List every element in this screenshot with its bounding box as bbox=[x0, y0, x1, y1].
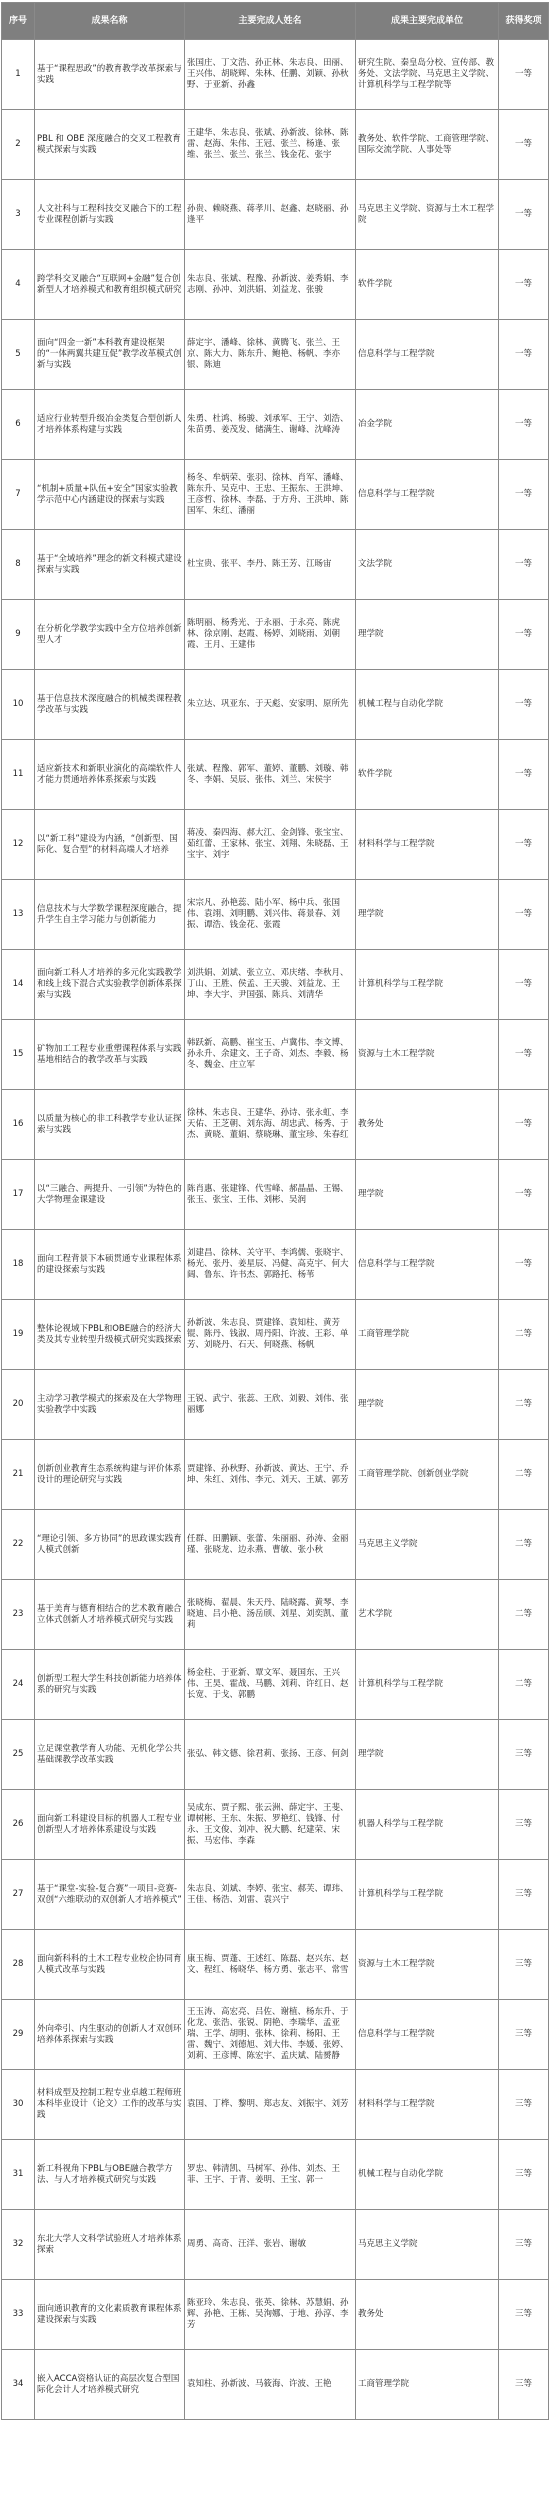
unit-cell: 马克思主义学院 bbox=[356, 2210, 499, 2280]
achievement-name-cell: 面向新工科人才培养的多元化实践教学和线上线下混合式实验教学创新体系探索与实践 bbox=[35, 950, 185, 1020]
table-row bbox=[2, 250, 549, 320]
award-cell: 二等 bbox=[499, 1650, 549, 1720]
achievement-name-cell: 外向牵引、内生驱动的创新人才双创环培养体系探索与实践 bbox=[35, 2000, 185, 2070]
contributors-cell: 杜宝贵、张平、李丹、陈王芳、江旸宙 bbox=[185, 530, 356, 600]
unit-cell: 材料科学与工程学院 bbox=[356, 810, 499, 880]
serial-cell: 1 bbox=[2, 40, 35, 110]
award-cell: 一等 bbox=[499, 40, 549, 110]
serial-cell: 28 bbox=[2, 1930, 35, 2000]
serial-cell: 24 bbox=[2, 1650, 35, 1720]
award-cell: 二等 bbox=[499, 1510, 549, 1580]
award-cell: 三等 bbox=[499, 1860, 549, 1930]
award-cell: 三等 bbox=[499, 2350, 549, 2420]
contributors-cell: 刘洪娟、刘斌、张立立、邓庆绪、李秋月、丁山、王胜、侯孟、王天骏、刘益龙、王坤、李大宇、尹国强、陈兵、刘清华 bbox=[185, 950, 356, 1020]
achievement-name-cell: “理论引领、多方协同”的思政课实践育人模式创新 bbox=[35, 1510, 185, 1580]
contributors-cell: 周勇、高奇、汪洋、张岩、谢敏 bbox=[185, 2210, 356, 2280]
award-cell: 一等 bbox=[499, 1020, 549, 1090]
contributors-cell: 蒋凌、秦四海、郝大江、金剑锋、张宝宝、茹红蕾、王家林、张宝、刘翔、朱晓磊、王宝宇、刘宇 bbox=[185, 810, 356, 880]
serial-cell: 20 bbox=[2, 1370, 35, 1440]
table-row bbox=[2, 2210, 549, 2280]
achievement-name-cell: 基于“全域培养”理念的新文科模式建设探索与实践 bbox=[35, 530, 185, 600]
table-row bbox=[2, 530, 549, 600]
achievement-name-cell: 基于信息技术深度融合的机械类课程教学改革与实践 bbox=[35, 670, 185, 740]
award-cell: 一等 bbox=[499, 320, 549, 390]
contributors-cell: 陈亚玲、朱志良、张英、徐林、苏慧娟、孙辉、孙艳、王栋、吴洵娜、于地、孙淳、李芳 bbox=[185, 2280, 356, 2350]
award-cell: 二等 bbox=[499, 1300, 549, 1370]
table-row bbox=[2, 1440, 549, 1510]
achievement-name-cell: 在分析化学教学实践中全方位培养创新型人才 bbox=[35, 600, 185, 670]
unit-cell: 理学院 bbox=[356, 880, 499, 950]
award-cell: 一等 bbox=[499, 530, 549, 600]
achievement-name-cell: 新工科视角下PBL与OBE融合教学方法、与人才培养模式研究与实践 bbox=[35, 2140, 185, 2210]
award-cell: 一等 bbox=[499, 1230, 549, 1300]
contributors-cell: 朱志良、刘斌、李婷、张宝、郝芙、谭玮、王佳、杨浩、刘雷、袁兴宁 bbox=[185, 1860, 356, 1930]
achievement-name-cell: 矿物加工工程专业重塑课程体系与实践基地相结合的教学改革与实践 bbox=[35, 1020, 185, 1090]
achievement-name-cell: PBL 和 OBE 深度融合的交叉工程教育模式探索与实践 bbox=[35, 110, 185, 180]
award-cell: 一等 bbox=[499, 950, 549, 1020]
achievement-name-cell: 适应行业转型升级冶金类复合型创新人才培养体系构建与实践 bbox=[35, 390, 185, 460]
unit-cell: 研究生院、秦皇岛分校、宣传部、教务处、文法学院、马克思主义学院、计算机科学与工程学院等 bbox=[356, 40, 499, 110]
unit-cell: 工商管理学院 bbox=[356, 2350, 499, 2420]
contributors-cell: 罗忠、韩清凯、马树军、孙伟、刘杰、王菲、王宇、于青、姜明、王宝、郭一 bbox=[185, 2140, 356, 2210]
table-row bbox=[2, 320, 549, 390]
unit-cell: 教务处、软件学院、工商管理学院、国际交流学院、人事处等 bbox=[356, 110, 499, 180]
achievement-name-cell: 以“新工科”建设为内涵，“创新型、国际化、复合型”的材料高端人才培养 bbox=[35, 810, 185, 880]
table-row bbox=[2, 1580, 549, 1650]
award-cell: 一等 bbox=[499, 180, 549, 250]
header-serial: 序号 bbox=[2, 3, 35, 40]
table-row bbox=[2, 950, 549, 1020]
unit-cell: 理学院 bbox=[356, 1370, 499, 1440]
table-row bbox=[2, 810, 549, 880]
award-cell: 三等 bbox=[499, 2070, 549, 2140]
award-cell: 一等 bbox=[499, 810, 549, 880]
award-cell: 一等 bbox=[499, 390, 549, 460]
serial-cell: 32 bbox=[2, 2210, 35, 2280]
serial-cell: 27 bbox=[2, 1860, 35, 1930]
unit-cell: 信息科学与工程学院 bbox=[356, 460, 499, 530]
table-row bbox=[2, 390, 549, 460]
unit-cell: 机器人科学与工程学院 bbox=[356, 1790, 499, 1860]
table-row bbox=[2, 1090, 549, 1160]
serial-cell: 17 bbox=[2, 1160, 35, 1230]
contributors-cell: 徐林、朱志良、王建华、孙诗、张永虹、李天佑、王芝朝、刘东海、胡忠武、杨秀、于杰、黄晓、董娟、蔡晓琳、董宝珍、朱春红 bbox=[185, 1090, 356, 1160]
table-row bbox=[2, 2140, 549, 2210]
achievement-name-cell: 创新型工程大学生科技创新能力培养体系的研究与实践 bbox=[35, 1650, 185, 1720]
contributors-cell: 韩跃新、高鹏、崔宝玉、卢冀伟、李文博、孙永升、余建文、王子奇、刘杰、李毅、杨冬、魏金、庄立军 bbox=[185, 1020, 356, 1090]
awards-table bbox=[1, 2, 549, 2420]
achievement-name-cell: 嵌入ACCA资格认证的高层次复合型国际化会计人才培养模式研究 bbox=[35, 2350, 185, 2420]
contributors-cell: 王玉涛、高宏亮、吕佐、谢植、杨东升、于化龙、张浩、张锐、阴艳、李瑞华、孟亚瑞、王学、胡明、张林、徐莉、杨阳、王雷、魏宁、刘德旭、刘大伟、李媛、张婷、刘莉、王彦博、陈宏宇、孟庆斌、陆赟静 bbox=[185, 2000, 356, 2070]
award-cell: 三等 bbox=[499, 1720, 549, 1790]
serial-cell: 5 bbox=[2, 320, 35, 390]
table-row bbox=[2, 1930, 549, 2000]
serial-cell: 3 bbox=[2, 180, 35, 250]
award-cell: 一等 bbox=[499, 1160, 549, 1230]
table-row bbox=[2, 460, 549, 530]
table-row bbox=[2, 2000, 549, 2070]
contributors-cell: 杨冬、牟炳荣、张羽、徐林、肖军、潘峰、陈东升、吴克中、王忠、王振东、王洪坤、王彦哲、徐林、李磊、于方舟、王洪坤、陈国军、朱红、潘丽 bbox=[185, 460, 356, 530]
achievement-name-cell: 主动学习教学模式的探索及在大学物理实验教学中实践 bbox=[35, 1370, 185, 1440]
unit-cell: 计算机科学与工程学院 bbox=[356, 950, 499, 1020]
award-cell: 二等 bbox=[499, 1580, 549, 1650]
achievement-name-cell: 跨学科交叉融合“互联网+金融”复合创新型人才培养模式和教育组织模式研究 bbox=[35, 250, 185, 320]
contributors-cell: 薛定宇、潘峰、徐林、黄腾飞、张兰、王京、陈大力、陈东升、鲍艳、杨帆、李亦银、陈迪 bbox=[185, 320, 356, 390]
table-row bbox=[2, 180, 549, 250]
unit-cell: 理学院 bbox=[356, 1720, 499, 1790]
contributors-cell: 朱立达、巩亚东、于天彪、安家明、原所先 bbox=[185, 670, 356, 740]
achievement-name-cell: 以质量为核心的非工科教学专业认证探索与实践 bbox=[35, 1090, 185, 1160]
unit-cell: 软件学院 bbox=[356, 740, 499, 810]
serial-cell: 8 bbox=[2, 530, 35, 600]
unit-cell: 冶金学院 bbox=[356, 390, 499, 460]
contributors-cell: 刘建昌、徐林、关守平、李鸿儒、张晓宇、杨光、张丹、姜星辰、冯健、高克宇、何大阔、鲁东、许书杰、郭路托、杨苇 bbox=[185, 1230, 356, 1300]
unit-cell: 马克思主义学院 bbox=[356, 1510, 499, 1580]
table-row bbox=[2, 1720, 549, 1790]
achievement-name-cell: 整体论视域下PBL和OBE融合的经济大类及其专业转型升级模式研究实践探索 bbox=[35, 1300, 185, 1370]
table-row bbox=[2, 1300, 549, 1370]
table-body bbox=[2, 40, 549, 2420]
achievement-name-cell: 东北大学人文科学试验班人才培养体系探索 bbox=[35, 2210, 185, 2280]
contributors-cell: 张晓梅、翟晨、朱天丹、陆晓露、黄琴、李晓迪、吕小艳、汤岳颀、刘星、刘奕凯、董莉 bbox=[185, 1580, 356, 1650]
unit-cell: 信息科学与工程学院 bbox=[356, 320, 499, 390]
unit-cell: 计算机科学与工程学院 bbox=[356, 1860, 499, 1930]
award-cell: 三等 bbox=[499, 2280, 549, 2350]
award-cell: 一等 bbox=[499, 250, 549, 320]
serial-cell: 7 bbox=[2, 460, 35, 530]
serial-cell: 23 bbox=[2, 1580, 35, 1650]
contributors-cell: 康玉梅、贾蓬、王述红、陈磊、赵兴东、赵文、程红、杨晓华、杨方勇、张志平、常雪 bbox=[185, 1930, 356, 2000]
unit-cell: 信息科学与工程学院 bbox=[356, 1230, 499, 1300]
unit-cell: 马克思主义学院、资源与土木工程学院 bbox=[356, 180, 499, 250]
award-cell: 三等 bbox=[499, 2000, 549, 2070]
serial-cell: 21 bbox=[2, 1440, 35, 1510]
award-cell: 三等 bbox=[499, 2140, 549, 2210]
achievement-name-cell: 面向“四金一新”本科教育建设框架的“一体两翼共建互促”教学改革模式创新与实践 bbox=[35, 320, 185, 390]
contributors-cell: 朱勇、杜鸿、杨骏、刘承军、王宁、刘浩、朱苗勇、姜茂发、储满生、谢峰、沈峰涛 bbox=[185, 390, 356, 460]
unit-cell: 理学院 bbox=[356, 600, 499, 670]
table-row bbox=[2, 1510, 549, 1580]
contributors-cell: 孙新波、朱志良、贾建锋、袁知柱、黄芳锟、陈丹、钱淑、周丹阳、许波、王彩、单芳、刘晓丹、石天、何晓燕、杨帆 bbox=[185, 1300, 356, 1370]
achievement-name-cell: 人文社科与工程科技交叉融合下的工程专业课程创新与实践 bbox=[35, 180, 185, 250]
unit-cell: 艺术学院 bbox=[356, 1580, 499, 1650]
contributors-cell: 杨金柱、于亚新、覃文军、聂国东、王兴伟、王昊、霍战、马鹏、刘莉、许红日、赵长宽、于戈、郭鹏 bbox=[185, 1650, 356, 1720]
table-row bbox=[2, 1650, 549, 1720]
unit-cell: 资源与土木工程学院 bbox=[356, 1020, 499, 1090]
table-row bbox=[2, 1370, 549, 1440]
table-row bbox=[2, 1020, 549, 1090]
table-row bbox=[2, 1160, 549, 1230]
award-cell: 一等 bbox=[499, 600, 549, 670]
serial-cell: 16 bbox=[2, 1090, 35, 1160]
serial-cell: 34 bbox=[2, 2350, 35, 2420]
serial-cell: 25 bbox=[2, 1720, 35, 1790]
contributors-cell: 王锐、武宁、张蕊、王欣、刘毅、刘伟、张丽娜 bbox=[185, 1370, 356, 1440]
table-row bbox=[2, 600, 549, 670]
table-row bbox=[2, 2350, 549, 2420]
unit-cell: 材料科学与工程学院 bbox=[356, 2070, 499, 2140]
award-cell: 一等 bbox=[499, 1090, 549, 1160]
unit-cell: 教务处 bbox=[356, 1090, 499, 1160]
contributors-cell: 任群、田鹏颖、张蕾、朱丽丽、孙涛、金丽瑾、张晓龙、边永燕、曹敏、张小秋 bbox=[185, 1510, 356, 1580]
achievement-name-cell: 基于“课程思政”的教育教学改革探索与实践 bbox=[35, 40, 185, 110]
achievement-name-cell: 以“三融合、两提升、一引领”为特色的大学物理金课建设 bbox=[35, 1160, 185, 1230]
achievement-name-cell: 面向新工科建设目标的机器人工程专业创新型人才培养体系建设与实践 bbox=[35, 1790, 185, 1860]
table-row bbox=[2, 880, 549, 950]
table-row bbox=[2, 1790, 549, 1860]
contributors-cell: 陈肖惠、张建锋、代雪峰、郝晶晶、王锡、张玉、张宝、王伟、刘彬、吴润 bbox=[185, 1160, 356, 1230]
award-cell: 一等 bbox=[499, 670, 549, 740]
table-row bbox=[2, 1860, 549, 1930]
achievement-name-cell: 适应新技术和新职业演化的高端软件人才能力贯通培养体系探索与实践 bbox=[35, 740, 185, 810]
award-cell: 一等 bbox=[499, 880, 549, 950]
achievement-name-cell: 立足课堂教学育人功能、无机化学公共基础课教学改革实践 bbox=[35, 1720, 185, 1790]
serial-cell: 18 bbox=[2, 1230, 35, 1300]
header-main-unit: 成果主要完成单位 bbox=[356, 3, 499, 40]
contributors-cell: 孙贵、赖晓燕、蒋孝川、赵鑫、赵晓丽、孙逢平 bbox=[185, 180, 356, 250]
unit-cell: 计算机科学与工程学院 bbox=[356, 1650, 499, 1720]
unit-cell: 机械工程与自动化学院 bbox=[356, 670, 499, 740]
serial-cell: 14 bbox=[2, 950, 35, 1020]
serial-cell: 31 bbox=[2, 2140, 35, 2210]
table-row bbox=[2, 2280, 549, 2350]
unit-cell: 资源与土木工程学院 bbox=[356, 1930, 499, 2000]
contributors-cell: 袁国、丁桦、黎明、郑志友、刘振宇、刘芳 bbox=[185, 2070, 356, 2140]
award-cell: 三等 bbox=[499, 1930, 549, 2000]
serial-cell: 11 bbox=[2, 740, 35, 810]
serial-cell: 33 bbox=[2, 2280, 35, 2350]
table-row bbox=[2, 110, 549, 180]
serial-cell: 19 bbox=[2, 1300, 35, 1370]
unit-cell: 软件学院 bbox=[356, 250, 499, 320]
achievement-name-cell: 信息技术与大学数学课程深度融合，提升学生自主学习能力与创新能力 bbox=[35, 880, 185, 950]
unit-cell: 理学院 bbox=[356, 1160, 499, 1230]
contributors-cell: 张国庄、丁文浩、孙正林、朱志良、田丽、王兴伟、胡晓辉、朱林、任鹏、刘颖、孙秋野、于亚新、孙鑫 bbox=[185, 40, 356, 110]
unit-cell: 文法学院 bbox=[356, 530, 499, 600]
serial-cell: 15 bbox=[2, 1020, 35, 1090]
serial-cell: 2 bbox=[2, 110, 35, 180]
achievement-name-cell: 基于“课堂-实验-复合赛”一项目-竞赛-双创“六维联动的双创新人才培养模式” bbox=[35, 1860, 185, 1930]
header-main-contributors: 主要完成人姓名 bbox=[185, 3, 356, 40]
serial-cell: 29 bbox=[2, 2000, 35, 2070]
unit-cell: 信息科学与工程学院 bbox=[356, 2000, 499, 2070]
serial-cell: 30 bbox=[2, 2070, 35, 2140]
serial-cell: 4 bbox=[2, 250, 35, 320]
achievement-name-cell: 面向新科科的土木工程专业校企协同育人模式改革与实践 bbox=[35, 1930, 185, 2000]
serial-cell: 22 bbox=[2, 1510, 35, 1580]
contributors-cell: 张弘、韩文德、徐君莉、张扬、王彦、何剑 bbox=[185, 1720, 356, 1790]
achievement-name-cell: 材料成型及控制工程专业卓越工程师班本科毕业设计（论文）工作的改革与实践 bbox=[35, 2070, 185, 2140]
contributors-cell: 吴成东、贾子熙、张云洲、薛定宇、王斐、谭树彬、王东、朱振、罗艳红、钱锋、付永、王文俊、刘冲、祝大鹏、纪建荣、宋振、马宏伟、李森 bbox=[185, 1790, 356, 1860]
serial-cell: 13 bbox=[2, 880, 35, 950]
serial-cell: 26 bbox=[2, 1790, 35, 1860]
unit-cell: 机械工程与自动化学院 bbox=[356, 2140, 499, 2210]
award-cell: 一等 bbox=[499, 110, 549, 180]
contributors-cell: 朱志良、张斌、程豫、孙新波、姜秀娟、李志刚、孙冲、刘洪娟、刘益龙、张骏 bbox=[185, 250, 356, 320]
header-row bbox=[2, 3, 549, 40]
award-cell: 二等 bbox=[499, 1370, 549, 1440]
serial-cell: 10 bbox=[2, 670, 35, 740]
serial-cell: 12 bbox=[2, 810, 35, 880]
unit-cell: 教务处 bbox=[356, 2280, 499, 2350]
achievement-name-cell: “机制+质量+队伍+安全”国家实验教学示范中心内涵建设的探索与实践 bbox=[35, 460, 185, 530]
award-cell: 三等 bbox=[499, 1790, 549, 1860]
achievement-name-cell: 创新创业教育生态系统构建与评价体系设计的理论研究与实践 bbox=[35, 1440, 185, 1510]
unit-cell: 工商管理学院 bbox=[356, 1300, 499, 1370]
achievement-name-cell: 面向通识教育的文化素质教育课程体系建设探索与实践 bbox=[35, 2280, 185, 2350]
serial-cell: 6 bbox=[2, 390, 35, 460]
contributors-cell: 张斌、程豫、郭军、董婷、董鹏、刘璇、韩冬、李娟、吴辰、张伟、刘兰、宋侯宇 bbox=[185, 740, 356, 810]
unit-cell: 工商管理学院、创新创业学院 bbox=[356, 1440, 499, 1510]
table-row bbox=[2, 740, 549, 810]
header-achievement-name: 成果名称 bbox=[35, 3, 185, 40]
contributors-cell: 王建华、朱志良、张斌、孙新波、徐林、陈雷、赵海、朱伟、王冠、张兰、杨逢、张维、张兰、张兰、张兰、钱金花、张宇 bbox=[185, 110, 356, 180]
award-cell: 一等 bbox=[499, 460, 549, 530]
award-cell: 一等 bbox=[499, 740, 549, 810]
contributors-cell: 宋宗凡、孙艳蕊、陆小军、杨中兵、张国伟、袁翊、刘明鹏、刘兴伟、蒋景春、刘振、谭浩、钱金花、张霞 bbox=[185, 880, 356, 950]
serial-cell: 9 bbox=[2, 600, 35, 670]
contributors-cell: 贾建锋、孙秋野、孙新波、黄达、王宁、乔坤、朱红、刘伟、李元、刘天、王斌、郭芳 bbox=[185, 1440, 356, 1510]
header-award: 获得奖项 bbox=[499, 3, 549, 40]
achievement-name-cell: 面向工程背景下本硕贯通专业课程体系的建设探索与实践 bbox=[35, 1230, 185, 1300]
award-cell: 三等 bbox=[499, 2210, 549, 2280]
award-cell: 二等 bbox=[499, 1440, 549, 1510]
contributors-cell: 袁知柱、孙新波、马筱海、许波、王艳 bbox=[185, 2350, 356, 2420]
table-row bbox=[2, 40, 549, 110]
table-row bbox=[2, 2070, 549, 2140]
table-row bbox=[2, 1230, 549, 1300]
contributors-cell: 陈明丽、杨秀光、于永丽、于永亮、陈虎林、徐京刚、赵霞、杨婷、刘晓雨、刘朝霞、王月、王建伟 bbox=[185, 600, 356, 670]
achievement-name-cell: 基于美育与德育相结合的艺术教育融合立体式创新人才培养模式研究与实践 bbox=[35, 1580, 185, 1650]
table-row bbox=[2, 670, 549, 740]
